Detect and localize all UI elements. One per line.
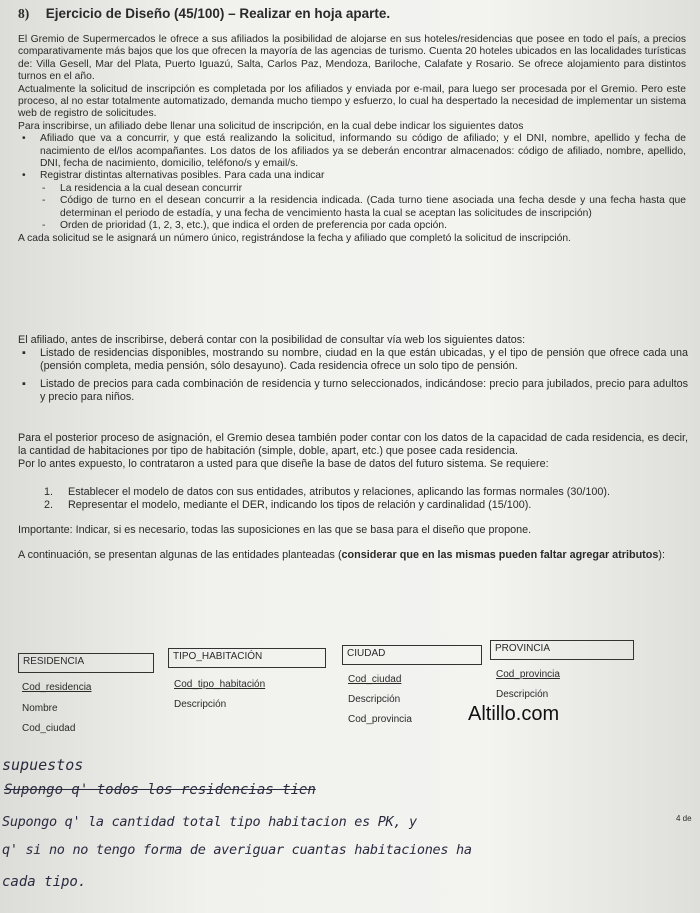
list-item: • Registrar distintas alternativas posibles. Para cada una indicar [22,170,325,182]
list-item: 1. Establecer el modelo de datos con sus entidades, atributos y relaciones, aplicando las formas normales (30/100). [44,485,610,498]
continuacion-paragraph: A continuación, se presentan algunas de las entidades planteadas (considerar que en las mismas pueden faltar agregar atributos): [18,549,665,562]
solicitud-paragraph: A cada solicitud se le asignará un número único, registrándose la fecha y afiliado que completó la solicitud de inscripción. [18,232,571,244]
handwritten-line: q' si no no tengo forma de averiguar cuantas habitaciones ha [2,842,472,858]
list-item: ▪ Listado de residencias disponibles, mostrando su nombre, ciudad en la que están ubicadas, y el tipo de pensión que ofrece cada una (pensión completa, media pensión, sólo desayuno). Cada residencia ofrece un solo tipo de pensión. [22,347,688,373]
attr-descripcion: Descripción [348,694,401,705]
list-item: - La residencia a la cual desean concurrir [42,182,243,194]
exercise-heading [18,6,390,22]
bullet-icon: • [22,133,26,145]
intro-paragraph-1: El Gremio de Supermercados le ofrece a sus afiliados la posibilidad de alojarse en sus hoteles/residencias que posee en todo el país, a precios comparativamente más bajos que los que ofrecen la mayoría de las agencias de turismo. Cuenta 20 hoteles ubicados en las localidades turísticas de: Villa Gesell, Mar del Plata, Puerto Iguazú, Salta, Carlos Paz, Mendoza, Bariloche, Calafate y Rosario. Se ofrece alojamiento para distintos turnos en el año. [18,34,686,83]
entity-residencia-box: RESIDENCIA [18,653,154,673]
bullet-icon: ▪ [22,347,26,360]
attr-nombre: Nombre [22,703,58,714]
intro-paragraph-3: Para inscribirse, un afiliado debe llenar una solicitud de inscripción, en la cual debe indicar los siguientes datos [18,120,524,132]
consulta-paragraph: El afiliado, antes de inscribirse, deberá contar con la posibilidad de consultar vía web los siguientes datos: [18,334,526,346]
dash-icon: - [42,220,46,232]
attr-cod-ciudad: Cod_ciudad [22,723,76,734]
list-item: - Orden de prioridad (1, 2, 3, etc.), que indica el orden de preferencia por cada opción. [42,220,447,232]
dash-icon: - [42,182,46,194]
posterior-block [18,432,688,562]
posterior-paragraph: Para el posterior proceso de asignación, el Gremio desea también poder contar con los datos de la capacidad de cada residencia, es decir, la cantidad de habitaciones por tipo de habitación (simple, doble, apart, etc.) que posee cada residencia. [18,432,688,458]
inscription-bullets [18,133,686,183]
requiere-paragraph: Por lo antes expuesto, lo contrataron a usted para que diseñe la base de datos del futuro sistema. Se requiere: [18,458,549,471]
attr-descripcion: Descripción [174,699,227,710]
list-item: • Afiliado que va a concurrir, y que está realizando la solicitud, informando su código de afiliado; y el DNI, nombre, apellido y fecha de nacimiento de el/los acompañantes. Los datos de los afiliados ya se deberán encontrar almacenados: código de afiliado, nombre, apellido, DNI, fecha de nacimiento, domicilio, teléfono/s y email/s. [22,133,686,170]
bullet-icon: ▪ [22,377,26,390]
bullet-icon: • [22,170,26,182]
exercise-number: 8) [18,6,30,21]
exercise-title: Ejercicio de Diseño (45/100) – Realizar en hoja aparte. [45,6,391,21]
attr-cod-tipo-habitacion: Cod_tipo_habitación [174,679,266,690]
attr-cod-ciudad-pk: Cod_ciudad [348,674,402,685]
handwritten-line: Supongo q' la cantidad total tipo habitacion es PK, y [2,814,417,830]
importante-note: Importante: Indicar, si es necesario, todas las suposiciones en las que se basa para el diseño que propone. [18,524,532,537]
alternatives-sub-bullets [18,183,686,233]
handwritten-line: cada tipo. [2,874,87,890]
entity-ciudad-box: CIUDAD [342,645,482,665]
attr-cod-residencia: Cod_residencia [22,682,92,693]
entity-tipo-habitacion-box: TIPO_HABITACIÓN [168,648,326,668]
handwritten-struck-line: Supongo q' todos los residencias tien [4,782,316,798]
consulta-bullets [18,347,688,404]
attr-cod-provincia: Cod_provincia [348,714,412,725]
list-item: 2. Representar el modelo, mediante el DER, indicando los tipos de relación y cardinalidad (15/100). [44,498,532,511]
watermark: Altillo.com [468,703,560,725]
page-number: 4 de [676,814,692,823]
dash-icon: - [42,195,46,207]
list-item: - Código de turno en el desean concurrir a la residencia indicada. (Cada turno tiene asociada una fecha desde y una fecha hasta que determinan el periodo de estadía, y una fecha de vencimiento hasta la cual se aceptan las solicitudes de inscripción) [42,195,686,219]
handwritten-title: supuestos [2,756,84,774]
intro-paragraph-2: Actualmente la solicitud de inscripción es completada por los afiliados y enviada por e-mail, para luego ser procesada por el Gremio. Pero este proceso, al no estar totalmente automatizado, demanda mucho tiempo y esfuerzo, lo cual ha despertado la necesidad de implementar un sistema web de registro de solicitudes. [18,83,686,120]
list-item: ▪ Listado de precios para cada combinación de residencia y turno seleccionados, indicándose: precio para jubilados, precio para adultos y precio para niños. [22,377,688,403]
intro-block [18,34,686,245]
consulta-block [18,334,688,404]
entity-provincia-box: PROVINCIA [490,640,634,660]
attr-descripcion: Descripción [496,689,549,700]
attr-cod-provincia-pk: Cod_provincia [496,669,560,680]
